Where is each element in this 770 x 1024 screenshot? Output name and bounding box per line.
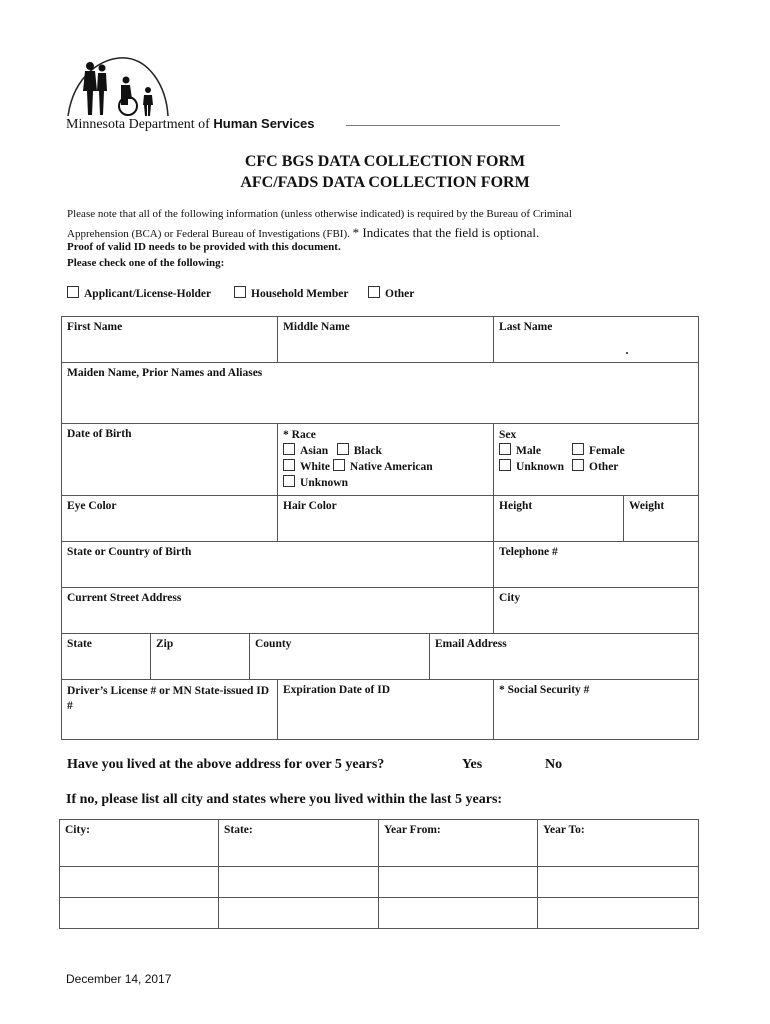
history-cell[interactable] (379, 898, 538, 929)
role-other[interactable]: Other (368, 286, 414, 300)
checkbox-sex-other[interactable] (572, 459, 584, 471)
race-field: * Race Asian Black White Native American Unknown (278, 424, 494, 496)
last-name-field[interactable]: Last Name (494, 317, 699, 363)
county-field[interactable]: County (250, 634, 430, 680)
checkbox-black[interactable] (337, 443, 349, 455)
sex-field: Sex Male Female Unknown Other (494, 424, 699, 496)
first-name-field[interactable]: First Name (62, 317, 278, 363)
middle-name-field[interactable]: Middle Name (278, 317, 494, 363)
form-subtitle: AFC/FADS DATA COLLECTION FORM (240, 174, 530, 191)
email-field[interactable]: Email Address (430, 634, 699, 680)
note-line-3: Proof of valid ID needs to be provided with this document. (67, 241, 341, 253)
history-cell[interactable] (219, 867, 379, 898)
note-line-4: Please check one of the following: (67, 257, 225, 269)
city-field[interactable]: City (494, 588, 699, 634)
checkbox-male[interactable] (499, 443, 511, 455)
checkbox-race-unknown[interactable] (283, 475, 295, 487)
street-address-field[interactable]: Current Street Address (62, 588, 494, 634)
checkbox-female[interactable] (572, 443, 584, 455)
checkbox-native-american[interactable] (333, 459, 345, 471)
column-year-from: Year From: (379, 820, 538, 867)
role-applicant[interactable]: Applicant/License-Holder (67, 286, 211, 300)
column-year-to: Year To: (538, 820, 699, 867)
column-city: City: (60, 820, 219, 867)
applicant-info-table (61, 316, 699, 740)
yes-option[interactable]: Yes (462, 757, 483, 772)
checkbox[interactable] (67, 286, 79, 298)
weight-field[interactable]: Weight (624, 496, 699, 542)
race-label: * Race (283, 429, 316, 441)
residence-followup: If no, please list all city and states where you lived within the last 5 years: (66, 792, 503, 807)
org-name: Minnesota Department of Human Services (66, 116, 315, 132)
checkbox[interactable] (368, 286, 380, 298)
history-cell[interactable] (538, 898, 699, 929)
history-cell[interactable] (219, 898, 379, 929)
checkbox-asian[interactable] (283, 443, 295, 455)
sex-label: Sex (499, 429, 517, 441)
checkbox-sex-unknown[interactable] (499, 459, 511, 471)
dob-field[interactable]: Date of Birth (62, 424, 278, 496)
hair-color-field[interactable]: Hair Color (278, 496, 494, 542)
eye-color-field[interactable]: Eye Color (62, 496, 278, 542)
dhs-logo (64, 54, 174, 118)
height-field[interactable]: Height (494, 496, 624, 542)
no-option[interactable]: No (545, 757, 563, 772)
telephone-field[interactable]: Telephone # (494, 542, 699, 588)
footer-date: December 14, 2017 (66, 972, 172, 986)
zip-field[interactable]: Zip (151, 634, 250, 680)
checkbox[interactable] (234, 286, 246, 298)
column-state: State: (219, 820, 379, 867)
maiden-name-field[interactable]: Maiden Name, Prior Names and Aliases (62, 363, 699, 424)
residence-question: Have you lived at the above address for over 5 years? (67, 757, 385, 772)
birth-place-field[interactable]: State or Country of Birth (62, 542, 494, 588)
header-rule (346, 125, 560, 126)
stray-mark (626, 352, 628, 354)
license-field[interactable]: Driver’s License # or MN State-issued ID # (62, 680, 278, 740)
history-cell[interactable] (538, 867, 699, 898)
history-cell[interactable] (60, 867, 219, 898)
ssn-field[interactable]: * Social Security # (494, 680, 699, 740)
role-household-member[interactable]: Household Member (234, 286, 348, 300)
expiration-field[interactable]: Expiration Date of ID (278, 680, 494, 740)
optional-note: * Indicates that the field is optional. (352, 225, 540, 240)
note-line-1: Please note that all of the following information (unless otherwise indicated) is required by the Bureau of Criminal (67, 208, 572, 220)
form-title: CFC BGS DATA COLLECTION FORM (244, 153, 526, 170)
address-history-table (59, 819, 699, 929)
note-line-2: Apprehension (BCA) or Federal Bureau of Investigations (FBI). * Indicates that the field is optional. (67, 225, 540, 240)
history-cell[interactable] (379, 867, 538, 898)
state-field[interactable]: State (62, 634, 151, 680)
checkbox-white[interactable] (283, 459, 295, 471)
history-cell[interactable] (60, 898, 219, 929)
